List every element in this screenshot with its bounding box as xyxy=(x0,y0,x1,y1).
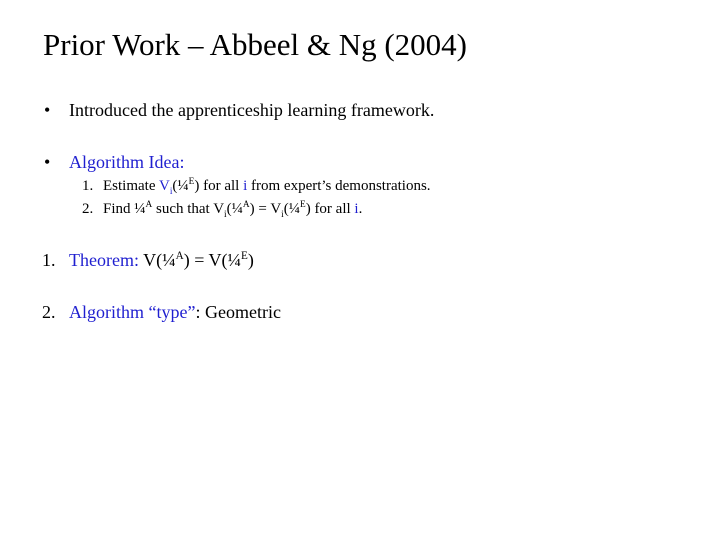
step-2 xyxy=(82,201,362,218)
theorem-number: 1. xyxy=(42,250,56,270)
page-title: Prior Work – Abbeel & Ng (2004) xyxy=(43,27,467,62)
algorithm-type-number: 2. xyxy=(42,302,56,322)
step-1 xyxy=(82,178,431,195)
step-1-text: Estimate $V_i(\frac{1}{4}^E)$ for all i from expert’s demonstrations. xyxy=(103,177,431,197)
bullet-2-text: Algorithm Idea: xyxy=(69,152,185,172)
bullet-1-text: Introduced the apprenticeship learning framework. xyxy=(69,100,435,120)
step-2-number: 2. xyxy=(82,201,94,217)
bullet-2-marker: • xyxy=(44,152,51,172)
theorem-text: Theorem: V(¼$^A$) = V(¼$^E$) xyxy=(69,250,254,270)
algorithm-type-text: Algorithm “type”: Geometric xyxy=(69,302,281,322)
bullet-1-marker: • xyxy=(44,100,51,120)
step-2-text: Find ¼$^A$ such that $V_i(\frac{1}{4}^A)$ = $V_i(\frac{1}{4}^E)$ for all i. xyxy=(103,200,363,220)
step-1-number: 1. xyxy=(82,178,94,194)
